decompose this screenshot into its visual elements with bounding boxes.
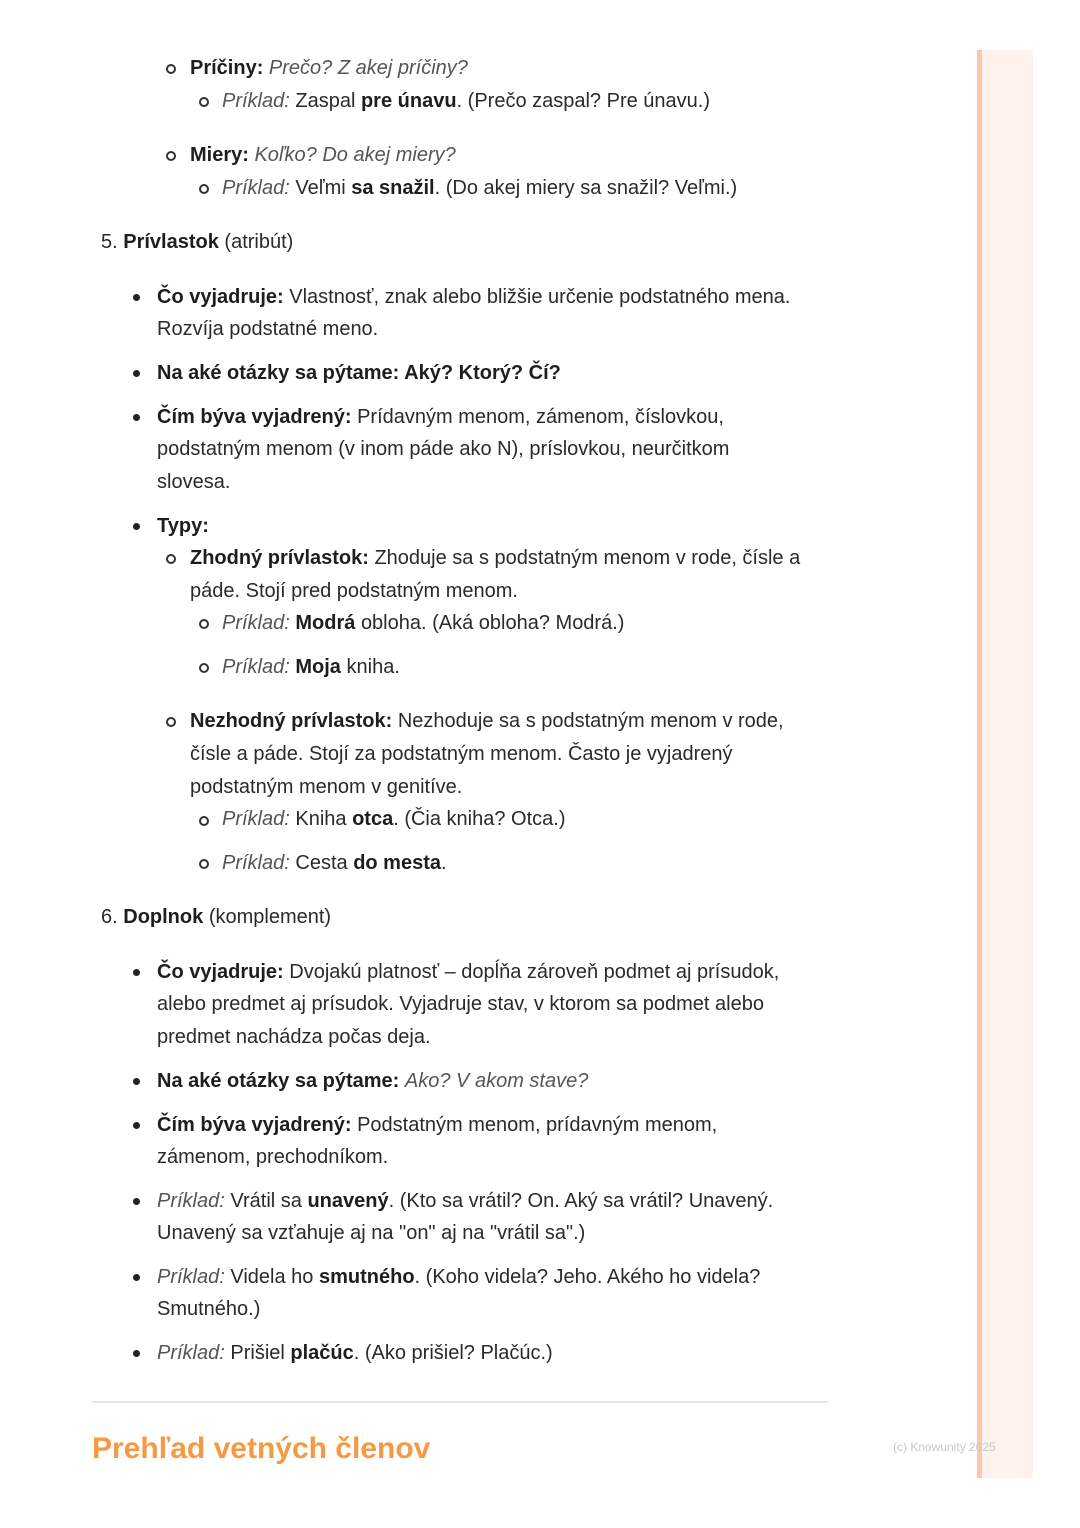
example-line: Príklad: Zaspal pre únavu. (Prečo zaspal? Pre únavu.) <box>222 90 711 112</box>
circle-bullet-icon <box>199 619 209 629</box>
bullet-icon <box>133 523 140 530</box>
list-item: Zhodný prívlastok: Zhoduje sa s podstatným menom v rode, čísle a <box>190 547 801 569</box>
example-line: Príklad: Modrá obloha. (Aká obloha? Modrá.) <box>222 612 625 634</box>
list-item: Príčiny: Prečo? Z akej príčiny? <box>190 57 468 79</box>
list-item: Čím býva vyjadrený: Podstatným menom, prídavným menom, <box>157 1114 718 1136</box>
bullet-icon <box>133 294 140 301</box>
bullet-icon <box>133 1122 140 1129</box>
list-item-continuation: podstatným menom (v inom páde ako N), príslovkou, neurčitkom <box>157 438 730 460</box>
example-line: Príklad: Cesta do mesta. <box>222 852 447 874</box>
list-item: Na aké otázky sa pýtame: Ako? V akom stave? <box>157 1070 589 1092</box>
example-line: Príklad: Vrátil sa unavený. (Kto sa vrátil? On. Aký sa vrátil? Unavený. <box>157 1190 774 1212</box>
list-item: Čím býva vyjadrený: Prídavným menom, zámenom, číslovkou, <box>157 406 724 428</box>
circle-bullet-icon <box>166 717 176 727</box>
circle-bullet-icon <box>199 184 209 194</box>
list-item-continuation: predmet nachádza počas deja. <box>157 1026 431 1048</box>
bullet-icon <box>133 414 140 421</box>
bullet-icon <box>133 370 140 377</box>
section-heading: 6. Doplnok (komplement) <box>101 906 332 928</box>
bullet-icon <box>133 969 140 976</box>
circle-bullet-icon <box>199 97 209 107</box>
bullet-icon <box>133 1274 140 1281</box>
example-line: Príklad: Videla ho smutného. (Koho videla? Jeho. Akého ho videla? <box>157 1266 761 1288</box>
bullet-icon <box>133 1078 140 1085</box>
circle-bullet-icon <box>199 663 209 673</box>
circle-bullet-icon <box>166 64 176 74</box>
divider <box>92 1401 828 1403</box>
list-item: Čo vyjadruje: Dvojakú platnosť – dopĺňa zároveň podmet aj prísudok, <box>157 961 780 983</box>
side-panel <box>977 50 1033 1478</box>
list-item: Typy: <box>157 515 209 537</box>
bullet-icon <box>133 1350 140 1357</box>
circle-bullet-icon <box>166 151 176 161</box>
circle-bullet-icon <box>166 554 176 564</box>
example-line: Príklad: Veľmi sa snažil. (Do akej miery sa snažil? Veľmi.) <box>222 177 738 199</box>
circle-bullet-icon <box>199 816 209 826</box>
list-item-continuation: Smutného.) <box>157 1298 261 1320</box>
list-item: Čo vyjadruje: Vlastnosť, znak alebo bližšie určenie podstatného mena. <box>157 286 791 308</box>
list-item-continuation: páde. Stojí pred podstatným menom. <box>190 580 518 602</box>
list-item: Na aké otázky sa pýtame: Aký? Ktorý? Čí? <box>157 362 561 384</box>
list-item-continuation: slovesa. <box>157 471 231 493</box>
example-line: Príklad: Kniha otca. (Čia kniha? Otca.) <box>222 808 566 830</box>
list-item-continuation: podstatným menom v genitíve. <box>190 776 463 798</box>
list-item-continuation: čísle a páde. Stojí za podstatným menom. Často je vyjadrený <box>190 743 733 765</box>
example-line: Príklad: Moja kniha. <box>222 656 400 678</box>
list-item-continuation: Unavený sa vzťahuje aj na "on" aj na "vrátil sa".) <box>157 1222 586 1244</box>
page-title: Prehľad vetných členov <box>92 1432 431 1465</box>
list-item: Miery: Koľko? Do akej miery? <box>190 144 456 166</box>
list-item: Nezhodný prívlastok: Nezhoduje sa s podstatným menom v rode, <box>190 710 784 732</box>
list-item-continuation: zámenom, prechodníkom. <box>157 1146 389 1168</box>
side-panel-border <box>977 50 982 1478</box>
copyright-label: (c) Knowunity 2025 <box>893 1440 996 1454</box>
list-item-continuation: alebo predmet aj prísudok. Vyjadruje stav, v ktorom sa podmet alebo <box>157 993 764 1015</box>
section-heading: 5. Prívlastok (atribút) <box>101 231 294 253</box>
bullet-icon <box>133 1198 140 1205</box>
list-item-continuation: Rozvíja podstatné meno. <box>157 318 379 340</box>
circle-bullet-icon <box>199 859 209 869</box>
example-line: Príklad: Prišiel plačúc. (Ako prišiel? Plačúc.) <box>157 1342 553 1364</box>
